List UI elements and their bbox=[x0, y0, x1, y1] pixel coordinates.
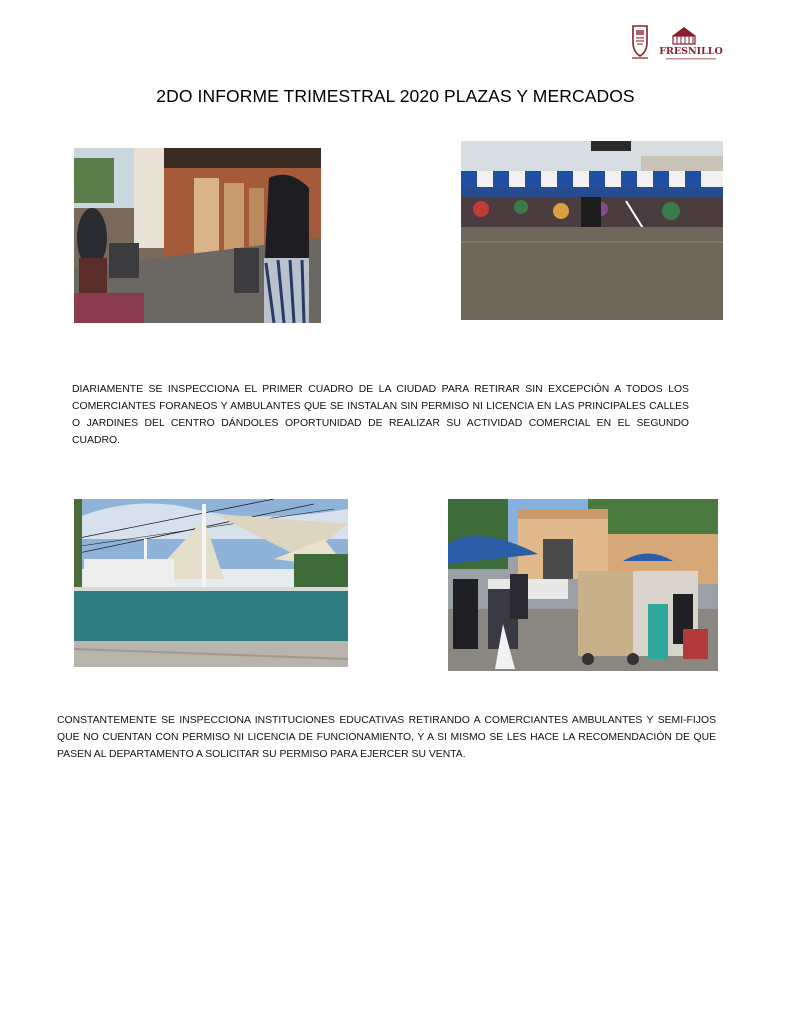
school-entrance-vendor-carts-photo bbox=[448, 499, 718, 671]
municipal-seal-icon bbox=[632, 26, 648, 59]
photo-school-entrance-vendor-carts bbox=[448, 499, 718, 671]
photo-arcade-street-vendors bbox=[74, 148, 321, 323]
page-title: 2DO INFORME TRIMESTRAL 2020 PLAZAS Y MERCADOS bbox=[156, 86, 635, 106]
logos-svg bbox=[628, 22, 723, 62]
section-1-paragraph: DIARIAMENTE SE INSPECCIONA EL PRIMER CUADRO DE LA CIUDAD PARA RETIRAR SIN EXCEPCIÓN A TODOS LOS COMERCIANTES FORANEOS Y AMBULANTES QUE SE INSTALAN SIN PERMISO NI LICENCIA EN LAS PRINCIPALES CALLES O JARDINES DEL CENTRO DÁNDOLES OPORTUNIDAD DE REALIZAR SU ACTIVIDAD COMERCIAL EN EL SEGUNDO CUADRO. bbox=[72, 384, 689, 446]
section-2-paragraph: CONSTANTEMENTE SE INSPECCIONA INSTITUCIONES EDUCATIVAS RETIRANDO A COMERCIANTES AMBULANTES Y SEMI-FIJOS QUE NO CUENTAN CON PERMISO NI LICENCIA DE FUNCIONAMIENTO, Y A SI MISMO SE LES HACE LA RECOMENDACIÓN DE QUE PASEN AL DEPARTAMENTO A SOLICITAR SU PERMISO PARA EJERCER SU VENTA. bbox=[57, 715, 716, 760]
photo-school-wall-shade-sails bbox=[74, 499, 348, 667]
photo-market-awnings bbox=[461, 141, 723, 320]
header-logos bbox=[628, 22, 723, 62]
market-awnings-photo bbox=[461, 141, 723, 320]
fresnillo-logo-text: FRESNILLO bbox=[659, 46, 723, 57]
arcade-street-vendors-photo bbox=[74, 148, 321, 323]
school-wall-shade-sails-photo bbox=[74, 499, 348, 667]
